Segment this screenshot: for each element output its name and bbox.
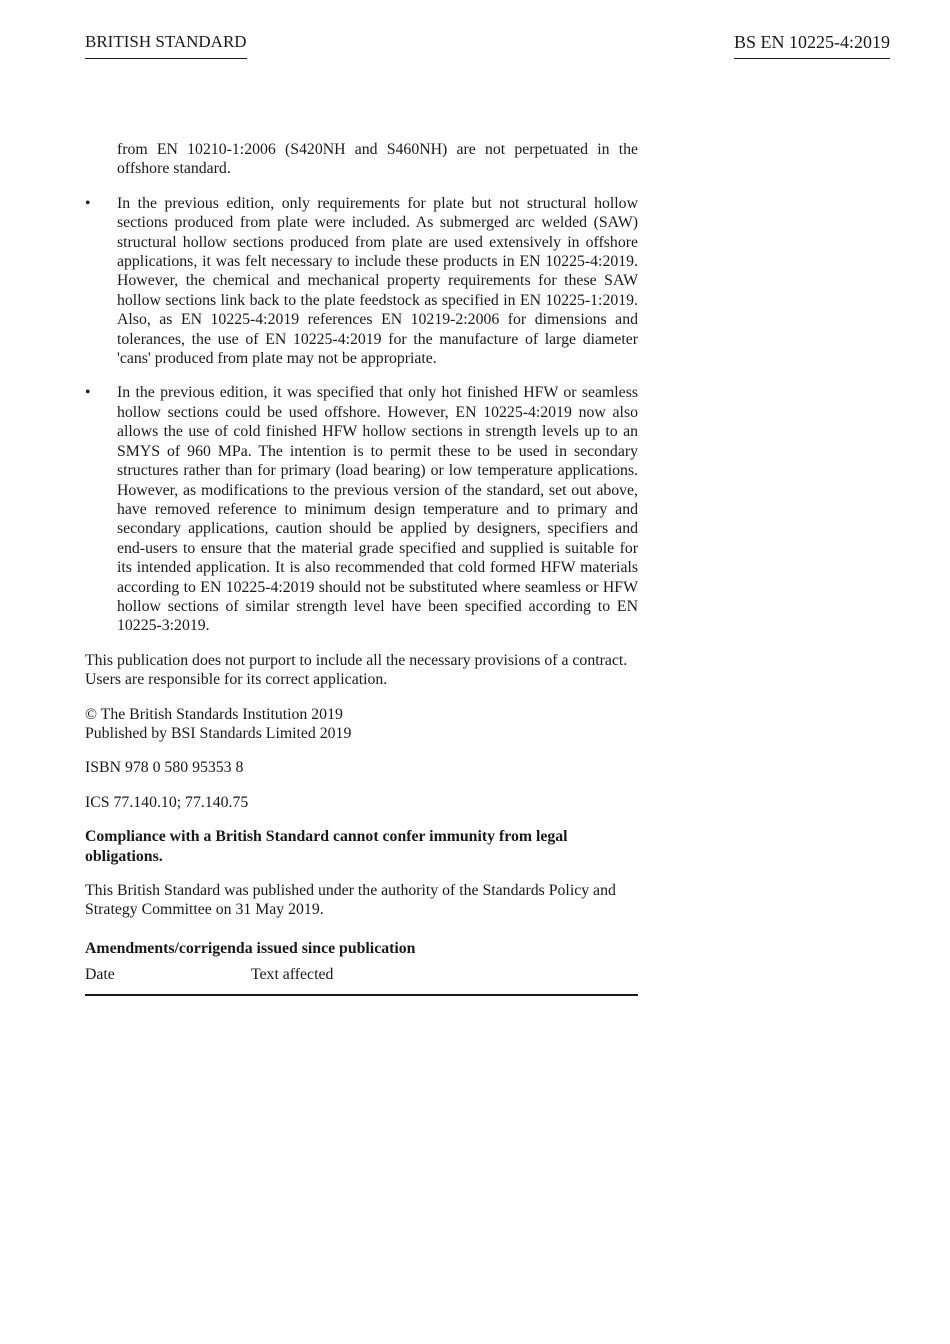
provisions-paragraph: This publication does not purport to include all the necessary provisions of a contract. Users are responsible for its correct application.: [85, 651, 628, 689]
column-text-affected: Text affected: [251, 966, 334, 984]
column-date: Date: [85, 966, 115, 984]
amendments-title: Amendments/corrigenda issued since publication: [85, 939, 416, 957]
header-document-number: BS EN 10225-4:2019: [734, 31, 890, 59]
ics-codes: ICS 77.140.10; 77.140.75: [85, 793, 249, 811]
bullet-item: [85, 383, 638, 635]
isbn: ISBN 978 0 580 95353 8: [85, 759, 244, 777]
bullet-text: In the previous edition, it was specified that only hot finished HFW or seamless hollow sections could be used offshore. However, EN 10225-4:2019 now also allows the use of cold finished HFW hollow sections in strength levels up to an SMYS of 960 MPa. The intention is to permit these to be used in secondary structures rather than for primary (load bearing) or low temperature applications. However, as modifications to the previous version of the standard, set out above, have removed reference to minimum design temperature and to primary and secondary applications, caution should be applied by designers, specifiers and end-users to ensure that the material grade specified and supplied is suitable for its intended application. It is also recommended that cold formed HFW materials according to EN 10225-4:2019 should not be substituted where seamless or HFW hollow sections of similar strength level have been specified according to EN 10225-3:2019.: [117, 384, 638, 635]
publisher-line: Published by BSI Standards Limited 2019: [85, 724, 352, 742]
authority-statement: This British Standard was published under the authority of the Standards Policy and Strategy Committee on 31 May 2019.: [85, 882, 616, 919]
document-body: [85, 140, 638, 996]
bullet-marker: •: [85, 194, 91, 212]
bullet-item: [85, 194, 638, 369]
copyright-line: © The British Standards Institution 2019: [85, 705, 343, 723]
bullet-marker: •: [85, 384, 91, 402]
bullet-text: In the previous edition, only requirements for plate but not structural hollow sections produced from plate were included. As submerged arc welded (SAW) structural hollow sections produced from plate are used extensively in offshore applications, it was felt necessary to include these products in EN 10225-4:2019. However, the chemical and mechanical property requirements for these SAW hollow sections link back to the plate feedstock as specified in EN 10225-1:2019. Also, as EN 10225-4:2019 references EN 10219-2:2006 for dimensions and tolerances, the use of EN 10225-4:2019 for the manufacture of large diameter 'cans' produced from plate may not be appropriate.: [117, 194, 638, 368]
compliance-statement: Compliance with a British Standard cannot confer immunity from legal obligations.: [85, 828, 568, 865]
amendments-table-header: [85, 965, 638, 995]
header-standard-label: BRITISH STANDARD: [85, 31, 247, 59]
continuation-paragraph: from EN 10210-1:2006 (S420NH and S460NH) are not perpetuated in the offshore standard.: [117, 141, 638, 178]
copyright-block: [85, 705, 638, 744]
